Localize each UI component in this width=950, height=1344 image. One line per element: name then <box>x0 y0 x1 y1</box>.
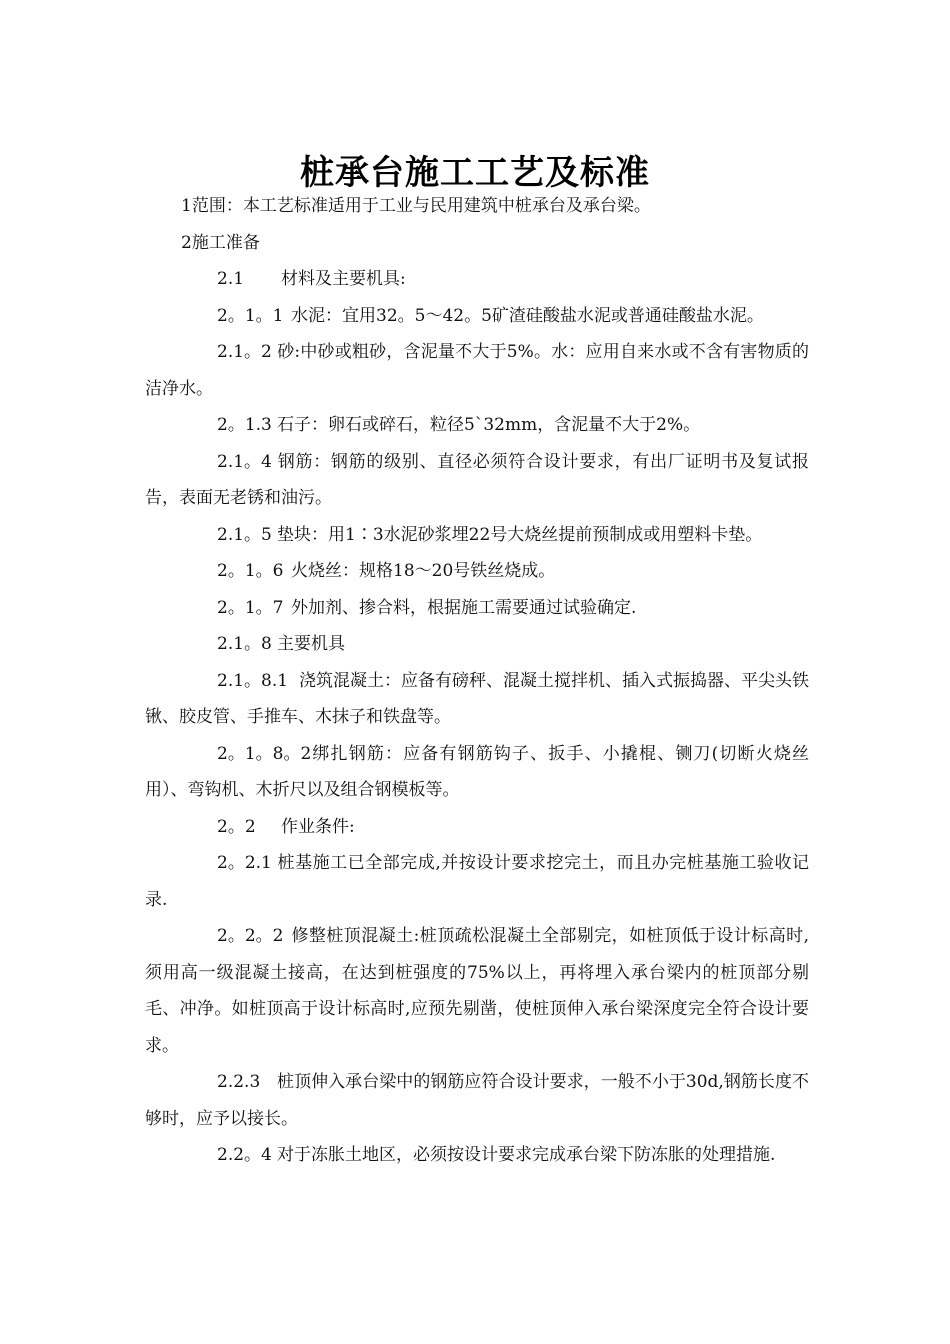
paragraph-2-1-1 <box>145 298 809 335</box>
paragraph-2-2-2 <box>145 918 809 1064</box>
section-number: 2。2 <box>217 816 256 837</box>
paragraph-text: 砂:中砂或粗砂，含泥量不大于5%。水：应用自来水或不含有害物质的洁净水。 <box>145 342 809 399</box>
section-number: 2.1。8.1 <box>217 670 289 691</box>
paragraph-text: 水泥：宜用32。5～42。5矿渣硅酸盐水泥或普通硅酸盐水泥。 <box>291 305 764 326</box>
paragraph-2-1 <box>145 261 809 298</box>
paragraph-2-1-2 <box>145 334 809 407</box>
section-number: 2。1.3 <box>217 415 272 435</box>
paragraph-text: 作业条件: <box>281 816 355 837</box>
paragraph-2-1-6 <box>145 553 809 590</box>
paragraph-text: 垫块：用1∶3水泥砂浆埋22号大烧丝提前预制成或用塑料卡垫。 <box>277 524 763 545</box>
section-number: 2。2.1 <box>217 853 272 873</box>
paragraph-2-1-8-1 <box>145 663 809 736</box>
paragraph-text: 材料及主要机具: <box>281 269 406 289</box>
paragraph-2-1-8-2 <box>145 736 809 809</box>
paragraph-text: 2施工准备 <box>181 232 260 253</box>
paragraph-text: 对于冻胀土地区，必须按设计要求完成承台梁下防冻胀的处理措施. <box>277 1145 776 1165</box>
paragraph-text: 钢筋：钢筋的级别、直径必须符合设计要求，有出厂证明书及复试报告，表面无老锈和油污。 <box>145 451 809 508</box>
paragraph-text: 绑扎钢筋：应备有钢筋钩子、扳手、小撬棍、铡刀(切断火烧丝用）、弯钩机、木折尺以及组合钢模板等。 <box>145 743 809 800</box>
paragraph-2-2 <box>145 809 809 846</box>
section-number: 2。1。8。2 <box>217 743 312 764</box>
section-number: 2.1。8 <box>217 634 272 654</box>
paragraph-text: 主要机具 <box>277 634 345 654</box>
section-number: 2.2。4 <box>217 1145 272 1165</box>
paragraph-2-1-4 <box>145 444 809 517</box>
paragraph-2-1-3 <box>145 407 809 444</box>
paragraph-2-1-8 <box>145 626 809 663</box>
paragraph-text: 石子：卵石或碎石，粒径5`32mm，含泥量不大于2%。 <box>277 415 701 435</box>
paragraph-text: 外加剂、掺合料，根据施工需要通过试验确定. <box>291 597 637 618</box>
paragraph-2-2-4 <box>145 1137 809 1174</box>
paragraph-text: 桩顶伸入承台梁中的钢筋应符合设计要求，一般不小于30d,钢筋长度不够时，应予以接长。 <box>145 1072 809 1129</box>
paragraph-2-2-3 <box>145 1064 809 1137</box>
section-number: 2.1。5 <box>217 524 272 545</box>
section-number: 2。1。1 <box>217 305 284 326</box>
paragraph-text: 1范围：本工艺标准适用于工业与民用建筑中桩承台及承台梁。 <box>181 196 651 216</box>
section-number: 2.1 <box>217 269 245 289</box>
section-number: 2。1。6 <box>217 561 284 581</box>
paragraph-construction-prep <box>145 225 809 262</box>
section-number: 2.1。4 <box>217 451 272 472</box>
paragraph-scope <box>145 188 809 225</box>
paragraph-2-2-1 <box>145 845 809 918</box>
section-number: 2.2.3 <box>217 1072 261 1092</box>
paragraph-2-1-7 <box>145 590 809 627</box>
paragraph-text: 火烧丝：规格18～20号铁丝烧成。 <box>291 561 556 581</box>
section-number: 2.1。2 <box>217 342 272 362</box>
section-number: 2。2。2 <box>217 926 284 946</box>
document-body <box>145 188 809 1174</box>
section-number: 2。1。7 <box>217 597 284 618</box>
paragraph-text: 桩基施工已全部完成,并按设计要求挖完土，而且办完桩基施工验收记录. <box>145 853 809 910</box>
paragraph-text: 浇筑混凝土：应备有磅秤、混凝土搅拌机、插入式振捣器、平尖头铁锹、胶皮管、手推车、木抹子和铁盘等。 <box>145 670 809 727</box>
document-title: 桩承台施工工艺及标准 <box>300 152 650 193</box>
paragraph-2-1-5 <box>145 517 809 554</box>
paragraph-text: 修整桩顶混凝土:桩顶疏松混凝土全部剔完，如桩顶低于设计标高时,须用高一级混凝土接高，在达到桩强度的75%以上，再将埋入承台梁内的桩顶部分剔毛、冲净。如桩顶高于设计标高时,应预先剔凿，使桩顶伸入承台梁深度完全符合设计要求。 <box>145 926 809 1056</box>
